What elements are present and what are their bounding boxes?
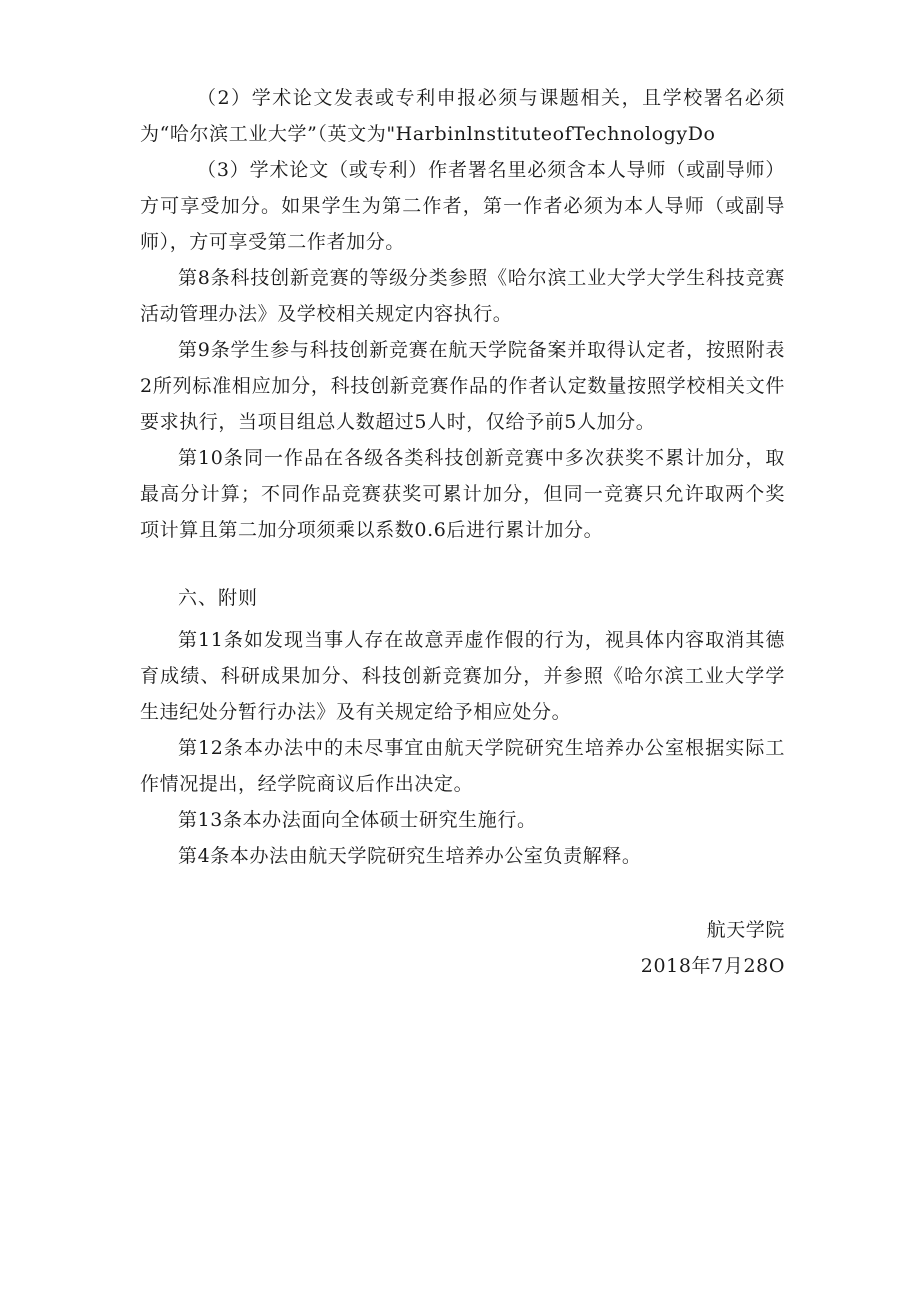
section-heading: 六、附则 xyxy=(178,587,259,609)
article-13: 第13条本办法面向全体硕士研究生施行。 xyxy=(178,809,537,831)
signature-org: 航天学院 xyxy=(706,919,785,941)
signature-date: 2018年7月28O xyxy=(640,955,785,977)
signature-block xyxy=(140,912,785,984)
article-9: 第9条学生参与科技创新竞赛在航天学院备案并取得认定者，按照附表2所列标准相应加分，科技创新竞赛作品的作者认定数量按照学校相关文件要求执行，当项目组总人数超过5人时，仅给予前5人加分。 xyxy=(140,339,785,433)
document-page xyxy=(140,80,785,984)
article-12: 第12条本办法中的未尽事宜由航天学院研究生培养办公室根据实际工作情况提出，经学院商议后作出决定。 xyxy=(140,737,785,795)
section-gap xyxy=(140,548,785,562)
paragraph-item-3: （3）学术论文（或专利）作者署名里必须含本人导师（或副导师）方可享受加分。如果学生为第二作者，第一作者必须为本人导师（或副导师），方可享受第二作者加分。 xyxy=(140,159,785,253)
article-10: 第10条同一作品在各级各类科技创新竞赛中多次获奖不累计加分，取最高分计算；不同作品竞赛获奖可累计加分，但同一竞赛只允许取两个奖项计算且第二加分项须乘以系数0.6后进行累计加分。 xyxy=(140,447,785,541)
article-8: 第8条科技创新竞赛的等级分类参照《哈尔滨工业大学大学生科技竞赛活动管理办法》及学校相关规定内容执行。 xyxy=(140,267,785,325)
paragraph-item-2: （2）学术论文发表或专利申报必须与课题相关，且学校署名必须为“哈尔滨工业大学”（英文为"HarbinlnstituteofTechnologyDo xyxy=(140,87,785,145)
article-11: 第11条如发现当事人存在故意弄虚作假的行为，视具体内容取消其德育成绩、科研成果加分、科技创新竞赛加分，并参照《哈尔滨工业大学学生违纪处分暂行办法》及有关规定给予相应处分。 xyxy=(140,629,785,723)
article-4: 第4条本办法由航天学院研究生培养办公室负责解释。 xyxy=(178,845,642,867)
